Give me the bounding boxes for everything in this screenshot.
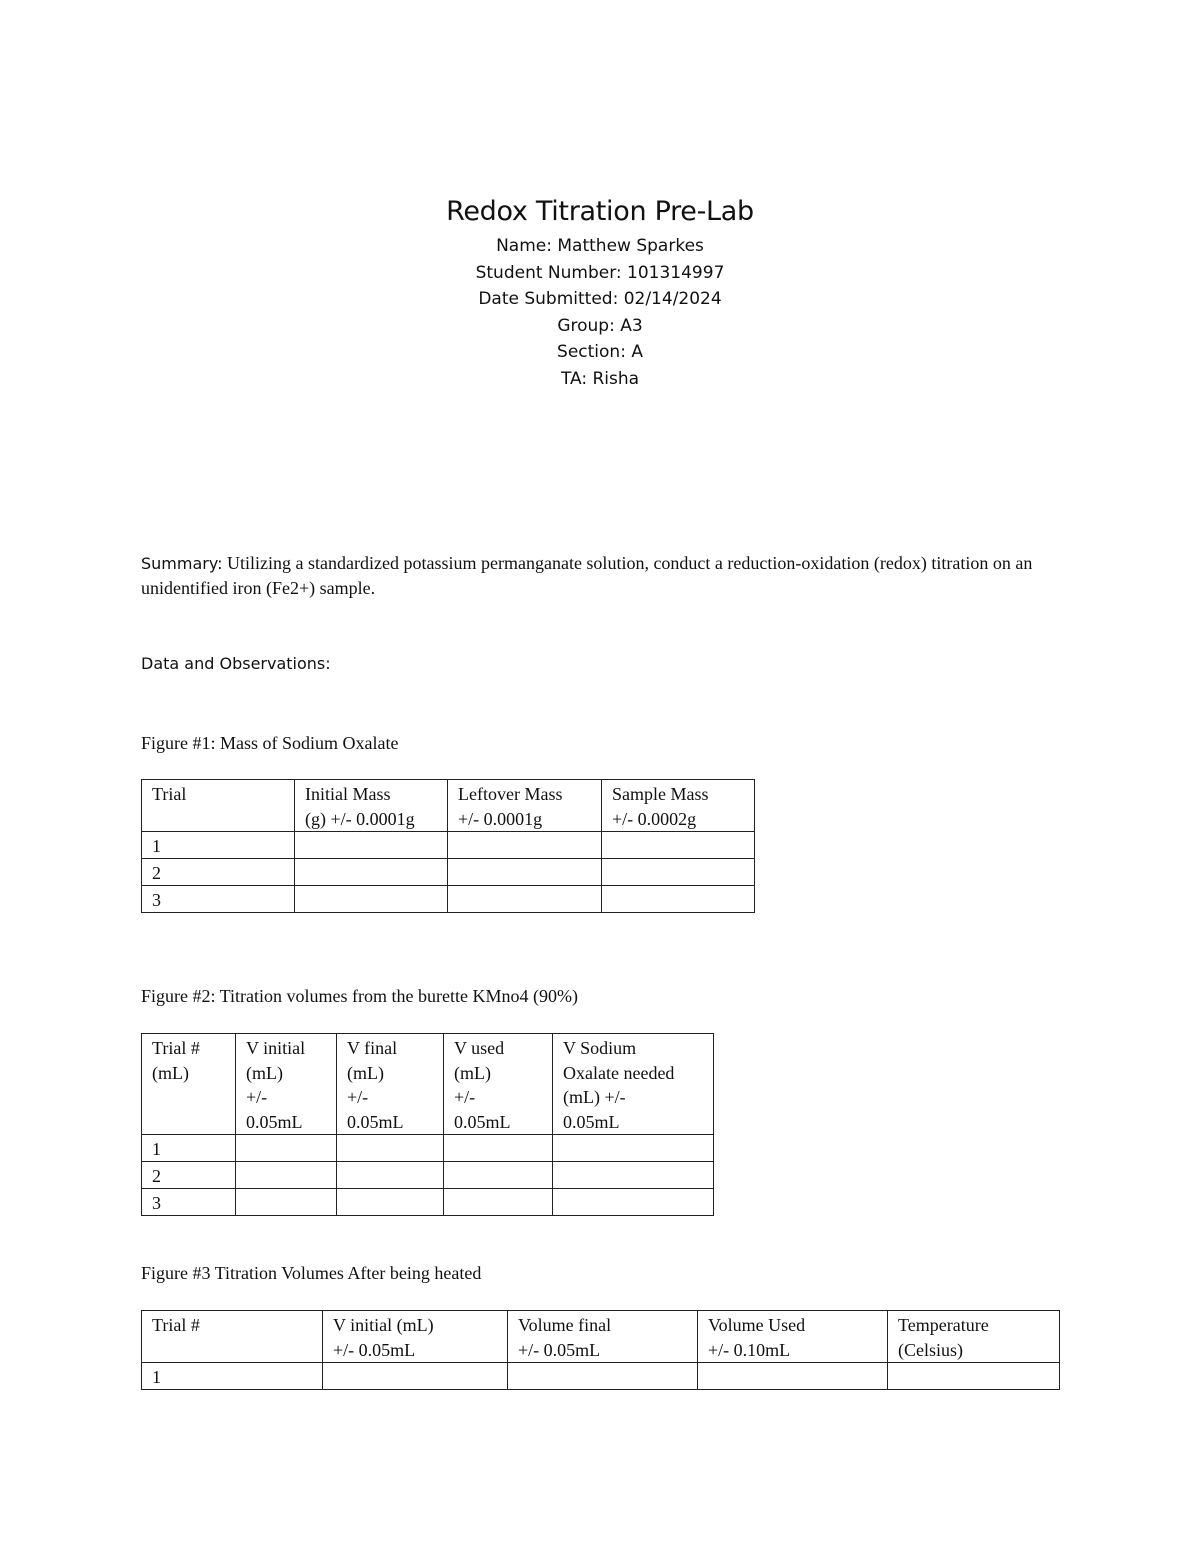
figure-2-caption: Figure #2: Titration volumes from the burette KMno4 (90%) xyxy=(141,986,578,1006)
data-cell[interactable] xyxy=(444,1135,553,1162)
table-row xyxy=(142,1189,714,1216)
data-cell[interactable] xyxy=(236,1189,337,1216)
trial-label: 1 xyxy=(142,1135,236,1162)
data-cell[interactable] xyxy=(448,832,602,859)
section: Section: A xyxy=(557,342,643,363)
header-cell-v-used: V used (mL) +/- 0.05mL xyxy=(444,1034,553,1135)
data-cell[interactable] xyxy=(553,1162,714,1189)
data-cell[interactable] xyxy=(448,886,602,913)
data-cell[interactable] xyxy=(337,1162,444,1189)
header-cell-initial-mass: Initial Mass (g) +/- 0.0001g xyxy=(295,780,448,832)
date-submitted: Date Submitted: 02/14/2024 xyxy=(478,289,722,310)
figure-1-caption: Figure #1: Mass of Sodium Oxalate xyxy=(141,733,399,753)
figure-2-table xyxy=(141,1033,714,1216)
table-header-row xyxy=(142,1311,1060,1363)
header-cell-v-initial: V initial (mL) +/- 0.05mL xyxy=(236,1034,337,1135)
header-cell-v-sodium-oxalate: V Sodium Oxalate needed (mL) +/- 0.05mL xyxy=(553,1034,714,1135)
table-row xyxy=(142,859,755,886)
figure-3-caption: Figure #3 Titration Volumes After being heated xyxy=(141,1263,482,1283)
student-number: Student Number: 101314997 xyxy=(475,262,725,283)
ta: TA: Risha xyxy=(560,368,640,389)
data-cell[interactable] xyxy=(236,1162,337,1189)
table-row xyxy=(142,886,755,913)
data-cell[interactable] xyxy=(323,1363,508,1390)
header-cell-trial: Trial # xyxy=(142,1311,323,1363)
data-cell[interactable] xyxy=(602,886,755,913)
header-cell-volume-final: Volume final +/- 0.05mL xyxy=(508,1311,698,1363)
trial-label: 1 xyxy=(142,1363,323,1390)
data-cell[interactable] xyxy=(236,1135,337,1162)
data-cell[interactable] xyxy=(698,1363,888,1390)
data-observations-heading: Data and Observations: xyxy=(141,654,331,673)
data-cell[interactable] xyxy=(508,1363,698,1390)
header-cell-v-final: V final (mL) +/- 0.05mL xyxy=(337,1034,444,1135)
header-cell-sample-mass: Sample Mass +/- 0.0002g xyxy=(602,780,755,832)
header-cell-leftover-mass: Leftover Mass +/- 0.0001g xyxy=(448,780,602,832)
data-cell[interactable] xyxy=(295,832,448,859)
summary-text: Utilizing a standardized potassium permanganate solution, conduct a reduction-oxidation (redox) titration on an unidentified iron (Fe2+) sample. xyxy=(141,553,1033,598)
header-cell-trial: Trial xyxy=(142,780,295,832)
header-cell-trial: Trial # (mL) xyxy=(142,1034,236,1135)
data-cell[interactable] xyxy=(553,1135,714,1162)
header-cell-volume-used: Volume Used +/- 0.10mL xyxy=(698,1311,888,1363)
group: Group: A3 xyxy=(557,315,643,336)
data-cell[interactable] xyxy=(448,859,602,886)
trial-label: 3 xyxy=(142,1189,236,1216)
figure-1-table xyxy=(141,779,755,913)
data-cell[interactable] xyxy=(295,886,448,913)
trial-label: 1 xyxy=(142,832,295,859)
student-info xyxy=(0,233,1200,393)
trial-label: 3 xyxy=(142,886,295,913)
data-cell[interactable] xyxy=(602,859,755,886)
page-title: Redox Titration Pre-Lab xyxy=(446,196,754,227)
summary-label: Summary: xyxy=(141,554,223,573)
table-row xyxy=(142,1363,1060,1390)
trial-label: 2 xyxy=(142,1162,236,1189)
data-cell[interactable] xyxy=(444,1162,553,1189)
data-cell[interactable] xyxy=(295,859,448,886)
data-cell[interactable] xyxy=(553,1189,714,1216)
trial-label: 2 xyxy=(142,859,295,886)
student-name: Name: Matthew Sparkes xyxy=(496,236,704,256)
table-header-row xyxy=(142,780,755,832)
data-cell[interactable] xyxy=(337,1135,444,1162)
summary-paragraph xyxy=(141,551,1041,601)
table-header-row xyxy=(142,1034,714,1135)
table-row xyxy=(142,1135,714,1162)
figure-3-table xyxy=(141,1310,1060,1390)
data-cell[interactable] xyxy=(337,1189,444,1216)
table-row xyxy=(142,832,755,859)
header-cell-v-initial: V initial (mL) +/- 0.05mL xyxy=(323,1311,508,1363)
data-cell[interactable] xyxy=(888,1363,1060,1390)
data-cell[interactable] xyxy=(444,1189,553,1216)
header-cell-temperature: Temperature (Celsius) xyxy=(888,1311,1060,1363)
table-row xyxy=(142,1162,714,1189)
data-cell[interactable] xyxy=(602,832,755,859)
